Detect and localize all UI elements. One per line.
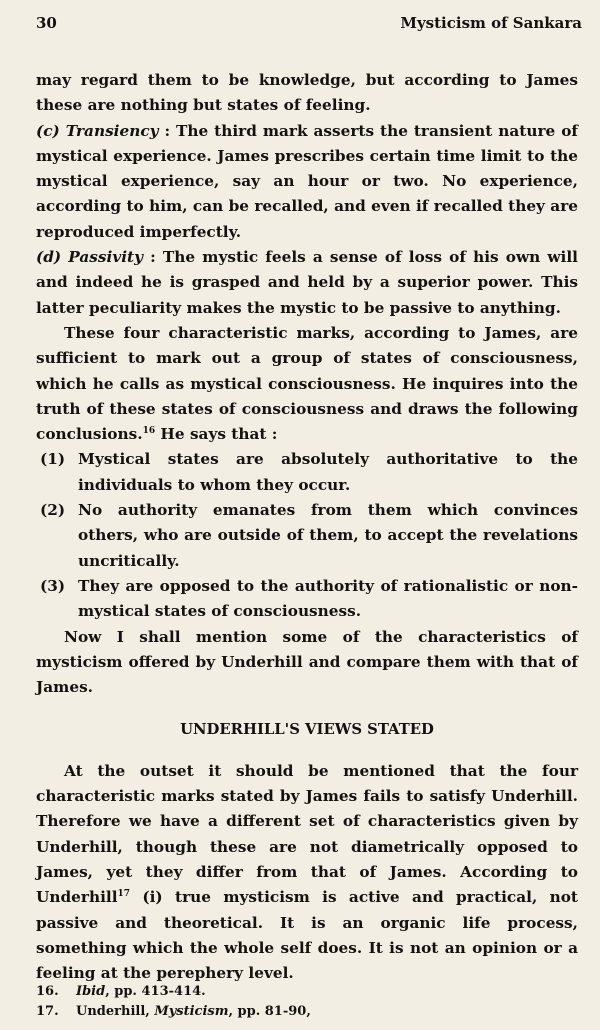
outset-text-continued: (i) true mysticism is active and practical, not passive and theoretical. It is an organic life process, something which the whole self does. It is not an opinion or a feeling at the perephery level. bbox=[36, 888, 578, 983]
footnote-italic: Mysticism bbox=[154, 1004, 229, 1019]
outset-text: At the outset it should be mentioned that the four characteristic marks stated by James fails to satisfy Underhill. Therefore we have a different set of characteristics given by Underhill, though these are not diametrically opposed to James, yet they differ from that of James. According to Underhill bbox=[36, 761, 578, 907]
list-item-text: They are opposed to the authority of rationalistic or non-mystical states of consciousness. bbox=[78, 576, 578, 621]
running-title: Mysticism of Sankara bbox=[400, 14, 582, 32]
paragraph-outset bbox=[36, 759, 578, 987]
footnote-rest: , pp. 81-90, bbox=[228, 1004, 311, 1019]
page-header bbox=[36, 14, 582, 36]
list-marker: (3) bbox=[40, 576, 66, 595]
passivity-text: : The mystic feels a sense of loss of his own will and indeed he is grasped and held by a superior power. This latter peculiarity makes the mystic to be passive to anything. bbox=[36, 248, 578, 317]
footnote-17 bbox=[36, 1002, 578, 1022]
paragraph-feeling: may regard them to be knowledge, but according to James these are nothing but states of feeling. bbox=[36, 71, 578, 115]
paragraph-passivity bbox=[36, 245, 578, 321]
footnote-number: 16. bbox=[36, 984, 59, 999]
list-marker: (2) bbox=[40, 501, 66, 520]
list-item bbox=[36, 447, 578, 498]
list-marker: (1) bbox=[40, 450, 66, 469]
footnote-ref-16[interactable]: 16 bbox=[142, 426, 156, 437]
footnote-rest: , pp. 413-414. bbox=[105, 984, 206, 999]
footnote-italic: Ibid bbox=[76, 984, 106, 999]
footnotes bbox=[36, 982, 578, 1022]
transiency-label: (c) Transiency bbox=[36, 121, 159, 140]
footnote-ref-17[interactable]: 17 bbox=[117, 889, 131, 900]
footnote-text bbox=[76, 1002, 311, 1022]
paragraph-four-marks bbox=[36, 321, 578, 447]
list-item bbox=[36, 574, 578, 625]
main-text bbox=[36, 68, 578, 986]
four-marks-tail: He says that : bbox=[155, 425, 278, 444]
list-item bbox=[36, 498, 578, 574]
four-marks-text: These four characteristic marks, according to James, are sufficient to mark out a group of states of consciousness, which he calls as mystical consciousness. He inquires into the truth of these states of consciousness and draws the following conclusions. bbox=[36, 323, 578, 444]
footnote-number: 17. bbox=[36, 1004, 59, 1019]
transiency-text: : The third mark asserts the transient nature of mystical experience. James prescribes certain time limit to the mystical experience, say an hour or two. No experience, according to him, can be recalled, and even if recalled they are reproduced imperfectly. bbox=[36, 121, 578, 241]
footnote-16 bbox=[36, 982, 578, 1002]
passivity-label: (d) Passivity bbox=[36, 248, 143, 267]
footnote-text bbox=[76, 982, 206, 1002]
section-heading: UNDERHILL'S VIEWS STATED bbox=[180, 721, 434, 739]
paragraph-transiency bbox=[36, 119, 578, 245]
list-item-text: No authority emanates from them which convinces others, who are outside of them, to accept the revelations uncritically. bbox=[78, 501, 578, 570]
paragraph-underhill-intro: Now I shall mention some of the characteristics of mysticism offered by Underhill and compare them with that of James. bbox=[36, 627, 578, 697]
page-number: 30 bbox=[36, 14, 57, 32]
list-item-text: Mystical states are absolutely authoritative to the individuals to whom they occur. bbox=[78, 450, 578, 494]
footnote-pre: Underhill, bbox=[76, 1004, 155, 1019]
